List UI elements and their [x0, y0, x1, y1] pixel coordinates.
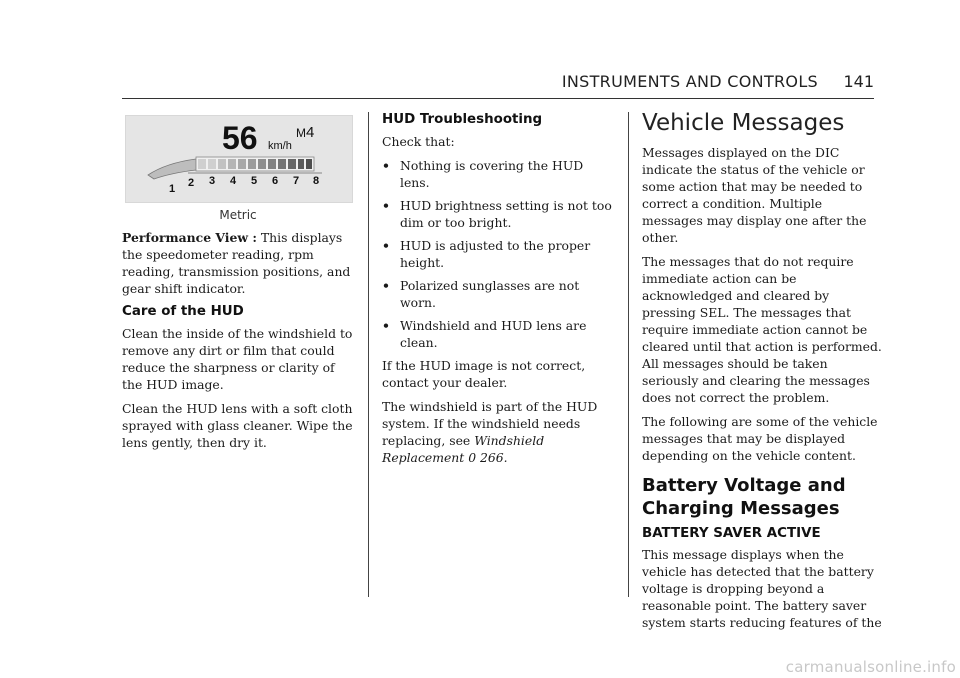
section-title: INSTRUMENTS AND CONTROLS	[561, 72, 818, 91]
gear-mode: M	[296, 126, 306, 140]
speed-value: 56	[222, 120, 258, 156]
vm-paragraph-2: The messages that do not require immediate action can be acknowledged and cleared by pressing SEL. The messages that require immediate action cannot be cleared until that action is performed. All messages should be taken seriously and clearing the messages does not correct the problem.	[642, 254, 882, 405]
battery-saver-heading: BATTERY SAVER ACTIVE	[642, 526, 821, 541]
rpm-tick-6: 6	[272, 175, 279, 187]
column-divider	[368, 112, 369, 597]
hud-troubleshooting-heading: HUD Troubleshooting	[382, 112, 543, 127]
windshield-paragraph: The windshield is part of the HUD system. If the windshield needs replacing, see Windshield Replacement 0 266.	[382, 399, 598, 465]
troubleshooting-list	[382, 157, 614, 351]
rpm-tick-3: 3	[209, 175, 216, 187]
list-item: • Nothing is covering the HUD lens.	[382, 158, 584, 190]
list-item: • Windshield and HUD lens are clean.	[382, 318, 587, 350]
bullet-icon: •	[382, 278, 390, 293]
vm-paragraph-1: Messages displayed on the DIC indicate the status of the vehicle or some action that may be needed to correct a condition. Multiple messages may display one after the other.	[642, 145, 867, 245]
watermark: carmanualsonline.info	[785, 658, 956, 676]
hud-performance-view-image	[125, 115, 353, 203]
page-number: 141	[843, 72, 874, 91]
list-item: • HUD is adjusted to the proper height.	[382, 238, 591, 270]
bullet-icon: •	[382, 318, 390, 333]
bullet-icon: •	[382, 198, 390, 213]
rpm-tick-5: 5	[251, 175, 258, 187]
list-item: • HUD brightness setting is not too dim or too bright.	[382, 198, 612, 230]
vm-paragraph-3: The following are some of the vehicle messages that may be displayed depending on the vehicle content.	[642, 414, 878, 463]
hud-display-illustration	[126, 116, 352, 202]
check-that-text: Check that:	[382, 134, 455, 149]
battery-saver-paragraph: This message displays when the vehicle has detected that the battery voltage is dropping beyond a reasonable point. The battery saver system starts reducing features of the	[642, 547, 882, 630]
bullet-icon: •	[382, 238, 390, 253]
windshield-replacement-link[interactable]: Windshield Replacement	[382, 433, 545, 465]
battery-voltage-heading: Battery Voltage and Charging Messages	[642, 475, 846, 519]
rpm-bar-segments	[198, 159, 312, 169]
performance-view-label: Performance View :	[122, 230, 257, 245]
dealer-paragraph: If the HUD image is not correct, contact your dealer.	[382, 358, 586, 390]
care-paragraph-2: Clean the HUD lens with a soft cloth sprayed with glass cleaner. Wipe the lens gently, then dry it.	[122, 401, 353, 450]
rpm-tick-1: 1	[169, 183, 176, 195]
rpm-tick-7: 7	[293, 175, 300, 187]
rpm-tick-8: 8	[313, 175, 320, 187]
performance-view-paragraph	[122, 229, 354, 297]
vehicle-messages-title: Vehicle Messages	[642, 110, 845, 136]
performance-view-text: This displays the speedometer reading, rpm reading, transmission positions, and gear shift indicator.	[122, 230, 351, 296]
column-divider	[628, 112, 629, 597]
speed-unit: km/h	[268, 140, 292, 152]
list-item: • Polarized sunglasses are not worn.	[382, 278, 580, 310]
care-paragraph-1: Clean the inside of the windshield to remove any dirt or film that could reduce the sharpness or clarity of the HUD image.	[122, 326, 353, 392]
column-middle	[382, 112, 614, 473]
bullet-icon: •	[382, 158, 390, 173]
page-reference: 0 266.	[464, 450, 508, 465]
rpm-tick-4: 4	[230, 175, 237, 187]
care-of-hud-heading: Care of the HUD	[122, 304, 244, 319]
column-left	[122, 112, 354, 458]
figure-caption: Metric	[219, 208, 257, 222]
gear-number: 4	[306, 124, 315, 141]
column-right	[642, 112, 882, 638]
page-header	[122, 70, 874, 99]
rpm-tick-2: 2	[188, 177, 195, 189]
